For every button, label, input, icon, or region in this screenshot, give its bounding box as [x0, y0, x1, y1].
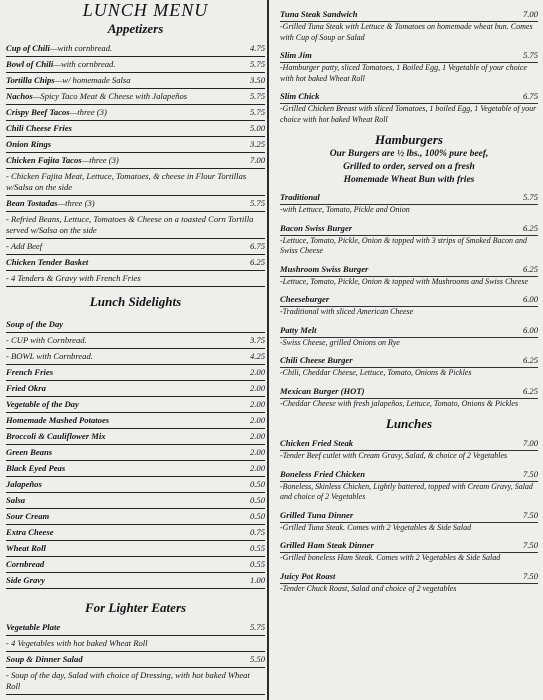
sidelight-item-price: 0.50	[249, 511, 265, 521]
sidelight-item-text	[6, 447, 52, 458]
special-item-price: 5.75	[522, 50, 538, 60]
hamburgers-subhead-3: Homemade Wheat Bun with fries	[343, 175, 475, 185]
appetizer-item-detail: —Spicy Taco Meat & Cheese with Jalapeños	[32, 91, 188, 101]
burger-item-price: 6.00	[522, 324, 538, 335]
appetizer-item-text	[6, 91, 187, 102]
appetizer-item-row	[6, 59, 265, 70]
burger-item-row	[280, 192, 538, 205]
lighter-list	[6, 622, 265, 695]
sidelight-item-price: 0.75	[249, 527, 265, 537]
burger-item-desc: -Cheddar Cheese with fresh jalapeños, Lettuce, Tomato, Onions & Pickles	[280, 398, 519, 408]
lighter-item	[6, 622, 265, 636]
appetizers-heading: Appetizers	[107, 21, 164, 36]
appetizer-item-name: Bean Tostadas	[6, 198, 58, 208]
appetizer-item-text	[6, 171, 265, 193]
appetizer-item-price: 6.25	[249, 257, 265, 267]
sidelight-item-name: Cornbread	[6, 559, 45, 569]
appetizer-item-detail: —w/ homemade Salsa	[54, 75, 131, 85]
sidelight-item	[6, 559, 265, 573]
sidelight-item-price: 2.00	[249, 383, 265, 393]
appetizer-item-price: 5.75	[249, 91, 265, 101]
burger-item	[280, 223, 538, 257]
sidelight-item-text	[6, 383, 46, 394]
appetizer-item-text	[6, 198, 95, 209]
burger-item	[280, 386, 538, 410]
appetizer-item-detail: - Refried Beans, Lettuce, Tomatoes & Cheese on a toasted Corn Tortilla served w/Salsa on the side	[6, 214, 254, 235]
special-item-desc: -Grilled Tuna Steak with Lettuce & Tomatoes on homemade wheat bun. Comes with Cup of Soup or Salad	[280, 22, 533, 42]
burger-item-price: 5.75	[522, 192, 538, 202]
sidelight-item-price: 0.50	[249, 479, 265, 489]
sidelight-item-row	[6, 543, 265, 554]
appetizer-item-price: 5.00	[249, 123, 265, 133]
appetizer-item	[6, 139, 265, 153]
sidelight-item-price: 1.00	[249, 575, 265, 585]
appetizer-item-detail: —three (3)	[57, 198, 95, 208]
lighter-item	[6, 670, 265, 695]
appetizer-item	[6, 257, 265, 271]
sidelight-item-price: 2.00	[249, 399, 265, 409]
sidelight-item-name: Broccoli & Cauliflower Mix	[6, 431, 106, 441]
sidelight-item-text	[6, 319, 63, 330]
sidelight-item-price: 0.55	[249, 543, 265, 553]
lunch-item-desc: -Grilled Tuna Steak. Comes with 2 Vegetables & Side Salad	[280, 522, 472, 532]
lighter-heading: For Lighter Eaters	[84, 600, 187, 615]
appetizer-item-detail: —with cornbread.	[49, 43, 113, 53]
burger-item-name: Mexican Burger (HOT)	[280, 385, 365, 396]
column-divider	[267, 0, 269, 700]
special-item-desc: -Grilled Chicken Breast with sliced Tomatoes, 1 boiled Egg, 1 Vegetable of your choice with hot baked Wheat Roll	[280, 104, 537, 124]
lunch-item-name: Juicy Pot Roast	[280, 570, 336, 581]
sidelight-item	[6, 351, 265, 365]
specials-list	[280, 9, 538, 125]
sidelight-item-name: Vegetable of the Day	[6, 399, 79, 409]
lunch-item	[280, 438, 538, 462]
appetizer-item-name: Chili Cheese Fries	[6, 123, 72, 133]
appetizer-item-text	[6, 214, 265, 236]
sidelight-item-row	[6, 495, 265, 506]
sidelight-item	[6, 543, 265, 557]
burger-item-name: Traditional	[280, 192, 320, 202]
burger-item	[280, 264, 538, 288]
sidelight-item-name: Fried Okra	[6, 383, 46, 393]
appetizer-item-row	[6, 171, 265, 193]
special-item-row	[280, 91, 538, 104]
special-item	[280, 9, 538, 43]
lunch-item-price: 7.50	[522, 509, 538, 520]
burger-item-desc: -Lettuce, Tomato, Pickle, Onion & topped with 3 strips of Smoked Bacon and Swiss Cheese	[280, 235, 528, 255]
sidelight-item-text	[6, 559, 44, 570]
appetizer-item	[6, 91, 265, 105]
appetizer-item-price: 5.75	[249, 59, 265, 69]
appetizer-item-detail: - 4 Tenders & Gravy with French Fries	[6, 273, 141, 283]
sidelight-item-price: 2.00	[249, 367, 265, 377]
lunch-item-desc: -Tender Chuck Roast, Salad and choice of 2 vegetables	[280, 583, 457, 593]
sidelights-list	[6, 319, 265, 589]
lunch-item-price: 7.50	[522, 540, 538, 550]
special-item-desc: -Hamburger patty, sliced Tomatoes, 1 Boiled Egg, 1 Vegetable of your choice with hot baked Wheat Roll	[280, 63, 527, 83]
appetizer-item-row	[6, 257, 265, 268]
sidelight-item-text	[6, 415, 109, 426]
appetizer-item-text	[6, 107, 107, 118]
lunch-item-name: Chicken Fried Steak	[280, 438, 354, 448]
burger-item-price: 6.25	[522, 263, 538, 274]
sidelight-item	[6, 367, 265, 381]
sidelight-item-row	[6, 575, 265, 586]
lunch-item-name: Grilled Ham Steak Dinner	[280, 540, 374, 550]
burger-item-price: 6.00	[522, 294, 538, 304]
sidelight-item	[6, 399, 265, 413]
sidelight-item-text	[6, 431, 106, 442]
appetizer-item-row	[6, 198, 265, 209]
appetizer-item-price: 7.00	[249, 155, 265, 165]
appetizer-item-row	[6, 123, 265, 134]
burger-item-name: Patty Melt	[280, 324, 317, 335]
sidelight-item-name: Black Eyed Peas	[6, 463, 66, 473]
appetizer-item-row	[6, 273, 265, 284]
appetizer-item-price: 6.75	[249, 241, 265, 251]
sidelight-item	[6, 511, 265, 525]
appetizer-item-row	[6, 241, 265, 252]
sidelight-item-name: Jalapeños	[6, 479, 42, 489]
sidelight-item-row	[6, 399, 265, 410]
appetizer-item-detail: - Chicken Fajita Meat, Lettuce, Tomatoes, & cheese in Flour Tortillas w/Salsa on the side	[6, 171, 247, 192]
burger-item-price: 6.25	[522, 222, 538, 233]
sidelight-item-text	[6, 511, 49, 522]
burger-item-desc: -with Lettuce, Tomato, Pickle and Onion	[280, 205, 410, 214]
sidelight-item-text	[6, 399, 79, 410]
sidelight-item-detail: - CUP with Cornbread.	[6, 335, 87, 345]
sidelight-item-text	[6, 335, 87, 346]
appetizer-item-name: Chicken Tender Basket	[6, 257, 89, 267]
sidelight-item-name: Soup of the Day	[6, 319, 64, 329]
sidelight-item	[6, 335, 265, 349]
sidelight-item	[6, 319, 265, 333]
lighter-item-row	[6, 654, 265, 665]
sidelight-item-text	[6, 543, 46, 554]
sidelight-item-row	[6, 559, 265, 570]
appetizer-item-row	[6, 214, 265, 236]
special-item-name: Slim Chick	[280, 91, 320, 101]
burger-item-name: Mushroom Swiss Burger	[280, 263, 369, 274]
sidelight-item-row	[6, 431, 265, 442]
lunch-item-row	[280, 469, 538, 482]
lighter-item-price: 5.50	[249, 654, 265, 664]
sidelight-item-text	[6, 351, 93, 362]
sidelight-item-name: Wheat Roll	[6, 543, 46, 553]
sidelight-item-text	[6, 527, 54, 538]
appetizer-item-text	[6, 139, 51, 150]
appetizer-item-text	[6, 241, 42, 252]
appetizer-item-price: 3.50	[249, 75, 265, 85]
appetizer-item-detail: —with cornbread.	[53, 59, 116, 69]
appetizer-item	[6, 59, 265, 73]
lunch-item-name: Grilled Tuna Dinner	[280, 509, 354, 520]
lunches-list	[280, 438, 538, 594]
appetizer-item-text	[6, 59, 116, 70]
lunch-item-row	[280, 438, 538, 451]
appetizer-item-text	[6, 123, 72, 134]
sidelight-item-text	[6, 495, 25, 506]
sidelight-item-row	[6, 415, 265, 426]
lunches-heading: Lunches	[385, 416, 433, 431]
sidelight-item-row	[6, 367, 265, 378]
sidelight-item-row	[6, 319, 265, 330]
burger-item	[280, 355, 538, 379]
appetizer-item-price: 4.75	[249, 43, 265, 53]
sidelight-item	[6, 575, 265, 589]
appetizer-item-row	[6, 139, 265, 150]
lunch-item-row	[280, 571, 538, 584]
sidelight-item-row	[6, 351, 265, 362]
burger-item-desc: -Chili, Cheddar Cheese, Lettuce, Tomato, Onions & Pickles	[280, 368, 472, 377]
hamburgers-subhead-1: Our Burgers are ½ lbs., 100% pure beef,	[329, 149, 489, 159]
sidelight-item-row	[6, 335, 265, 346]
left-column	[6, 0, 265, 697]
appetizer-item-detail: —three (3)	[81, 155, 119, 165]
appetizer-item	[6, 214, 265, 239]
burger-item-name: Bacon Swiss Burger	[280, 222, 353, 233]
sidelight-item-row	[6, 527, 265, 538]
sidelight-item-row	[6, 463, 265, 474]
appetizer-item-name: Onion Rings	[6, 139, 52, 149]
hamburgers-heading: Hamburgers	[375, 132, 443, 147]
appetizer-item-name: Chicken Fajita Tacos	[6, 155, 82, 165]
lunch-item-desc: -Tender Beef cutlet with Cream Gravy, Salad, & choice of 2 Vegetables	[280, 451, 508, 460]
sidelight-item-row	[6, 383, 265, 394]
appetizer-item	[6, 123, 265, 137]
appetizers-list	[6, 43, 265, 287]
burger-item	[280, 294, 538, 318]
sidelight-item-price: 2.00	[249, 431, 265, 441]
lighter-item-price: 5.75	[249, 622, 265, 632]
sidelight-item-price: 2.00	[249, 415, 265, 425]
special-item-row	[280, 9, 538, 22]
burger-item-price: 6.25	[522, 385, 538, 396]
special-item-name: Tuna Steak Sandwich	[280, 9, 358, 19]
sidelight-item	[6, 447, 265, 461]
sidelight-item-text	[6, 367, 53, 378]
sidelight-item-price: 3.75	[249, 335, 265, 345]
special-item-price: 6.75	[522, 91, 538, 101]
special-item	[280, 91, 538, 125]
appetizer-item-text	[6, 257, 88, 268]
appetizer-item-text	[6, 273, 141, 284]
lunch-item-price: 7.00	[522, 438, 538, 448]
appetizer-item-text	[6, 43, 112, 54]
appetizer-item	[6, 43, 265, 57]
appetizer-item	[6, 107, 265, 121]
sidelight-item-price: 2.00	[249, 447, 265, 457]
appetizer-item-text	[6, 155, 119, 166]
burger-item	[280, 192, 538, 216]
burger-item-name: Chili Cheese Burger	[280, 355, 353, 365]
lighter-item-text	[6, 654, 83, 665]
sidelight-item	[6, 495, 265, 509]
burger-item-name: Cheeseburger	[280, 294, 330, 304]
sidelight-item-price: 0.55	[249, 559, 265, 569]
burger-item-row	[280, 264, 538, 277]
lunch-item	[280, 571, 538, 595]
burger-item-desc: -Traditional with sliced American Cheese	[280, 307, 414, 316]
lunch-item-desc: -Boneless, Skinless Chicken, Lightly battered, topped with Cream Gravy, Salad and choice of 2 Vegetables	[280, 481, 533, 501]
lighter-item-row	[6, 670, 265, 692]
sidelight-item-name: Sour Cream	[6, 511, 50, 521]
appetizer-item	[6, 241, 265, 255]
sidelight-item-text	[6, 463, 65, 474]
special-item	[280, 50, 538, 84]
lighter-item-name: Soup & Dinner Salad	[6, 654, 83, 664]
sidelight-item-name: Homemade Mashed Potatoes	[6, 415, 110, 425]
burger-item-row	[280, 223, 538, 236]
sidelight-item-price: 0.50	[249, 495, 265, 505]
burger-item-desc: -Lettuce, Tomato, Pickle, Onion & topped with Mushrooms and Swiss Cheese	[280, 276, 529, 286]
appetizer-item-name: Cup of Chili	[6, 43, 50, 53]
appetizer-item-row	[6, 75, 265, 86]
sidelight-item-name: Green Beans	[6, 447, 53, 457]
lighter-item-text	[6, 622, 60, 633]
sidelight-item-name: Extra Cheese	[6, 527, 54, 537]
lighter-item-row	[6, 638, 265, 649]
lunch-item-name: Boneless Fried Chicken	[280, 468, 365, 479]
sidelight-item	[6, 527, 265, 541]
sidelight-item-detail: - BOWL with Cornbread.	[6, 351, 93, 361]
appetizer-item-row	[6, 91, 265, 102]
appetizer-item-name: Tortilla Chips	[6, 75, 55, 85]
appetizer-item-text	[6, 75, 131, 86]
lighter-item-text	[6, 638, 148, 649]
sidelight-item	[6, 415, 265, 429]
sidelight-item-name: Salsa	[6, 495, 26, 505]
hamburgers-subhead-2: Grilled to order, served on a fresh	[343, 162, 475, 172]
special-item-name: Slim Jim	[280, 50, 312, 60]
appetizer-item	[6, 75, 265, 89]
appetizer-item	[6, 273, 265, 287]
sidelight-item-row	[6, 511, 265, 522]
lighter-item-detail: - Soup of the day, Salad with choice of Dressing, with hot baked Wheat Roll	[6, 670, 250, 691]
sidelight-item	[6, 383, 265, 397]
appetizer-item-detail: —three (3)	[69, 107, 107, 117]
lunch-item-row	[280, 510, 538, 523]
appetizer-item	[6, 171, 265, 196]
lunch-item	[280, 510, 538, 534]
burger-item	[280, 325, 538, 349]
appetizer-item-row	[6, 107, 265, 118]
lunch-item	[280, 540, 538, 564]
appetizer-item-price: 3.25	[249, 139, 265, 149]
burger-item-row	[280, 355, 538, 368]
special-item-row	[280, 50, 538, 63]
sidelight-item-price: 2.00	[249, 463, 265, 473]
sidelight-item-name: French Fries	[6, 367, 54, 377]
sidelight-item	[6, 479, 265, 493]
lighter-item	[6, 654, 265, 668]
right-column	[280, 0, 538, 601]
sidelight-item	[6, 463, 265, 477]
burger-item-row	[280, 294, 538, 307]
sidelight-item	[6, 431, 265, 445]
lunch-item-price: 7.50	[522, 468, 538, 479]
sidelight-item-text	[6, 479, 42, 490]
appetizer-item-name: Crispy Beef Tacos	[6, 107, 70, 117]
burger-item-row	[280, 386, 538, 399]
burger-item-desc: -Swiss Cheese, grilled Onions on Rye	[280, 337, 400, 347]
lighter-item-detail: - 4 Vegetables with hot baked Wheat Roll	[6, 638, 148, 648]
lunch-item-price: 7.50	[522, 570, 538, 581]
lunch-item-desc: -Grilled boneless Ham Steak. Comes with 2 Vegetables & Side Salad	[280, 553, 501, 562]
sidelight-item-row	[6, 447, 265, 458]
appetizer-item-price: 5.75	[249, 198, 265, 208]
sidelights-heading: Lunch Sidelights	[89, 294, 182, 309]
menu-title: LUNCH MENU	[82, 0, 209, 20]
lighter-item-name: Vegetable Plate	[6, 622, 61, 632]
appetizer-item	[6, 198, 265, 212]
lunch-item	[280, 469, 538, 503]
lunch-item-row	[280, 540, 538, 553]
sidelight-item-text	[6, 575, 45, 586]
appetizer-item-row	[6, 155, 265, 166]
hamburgers-list	[280, 192, 538, 409]
appetizer-item-detail: - Add Beef	[6, 241, 43, 251]
lighter-item-text	[6, 670, 265, 692]
sidelight-item-price: 4.25	[249, 351, 265, 361]
sidelight-item-row	[6, 479, 265, 490]
appetizer-item-row	[6, 43, 265, 54]
special-item-price: 7.00	[522, 9, 538, 19]
burger-item-price: 6.25	[522, 355, 538, 365]
lighter-item	[6, 638, 265, 652]
appetizer-item-name: Bowl of Chili	[6, 59, 54, 69]
appetizer-item	[6, 155, 265, 169]
burger-item-row	[280, 325, 538, 338]
lighter-item-row	[6, 622, 265, 633]
appetizer-item-price: 5.75	[249, 107, 265, 117]
appetizer-item-name: Nachos	[6, 91, 33, 101]
sidelight-item-name: Side Gravy	[6, 575, 45, 585]
